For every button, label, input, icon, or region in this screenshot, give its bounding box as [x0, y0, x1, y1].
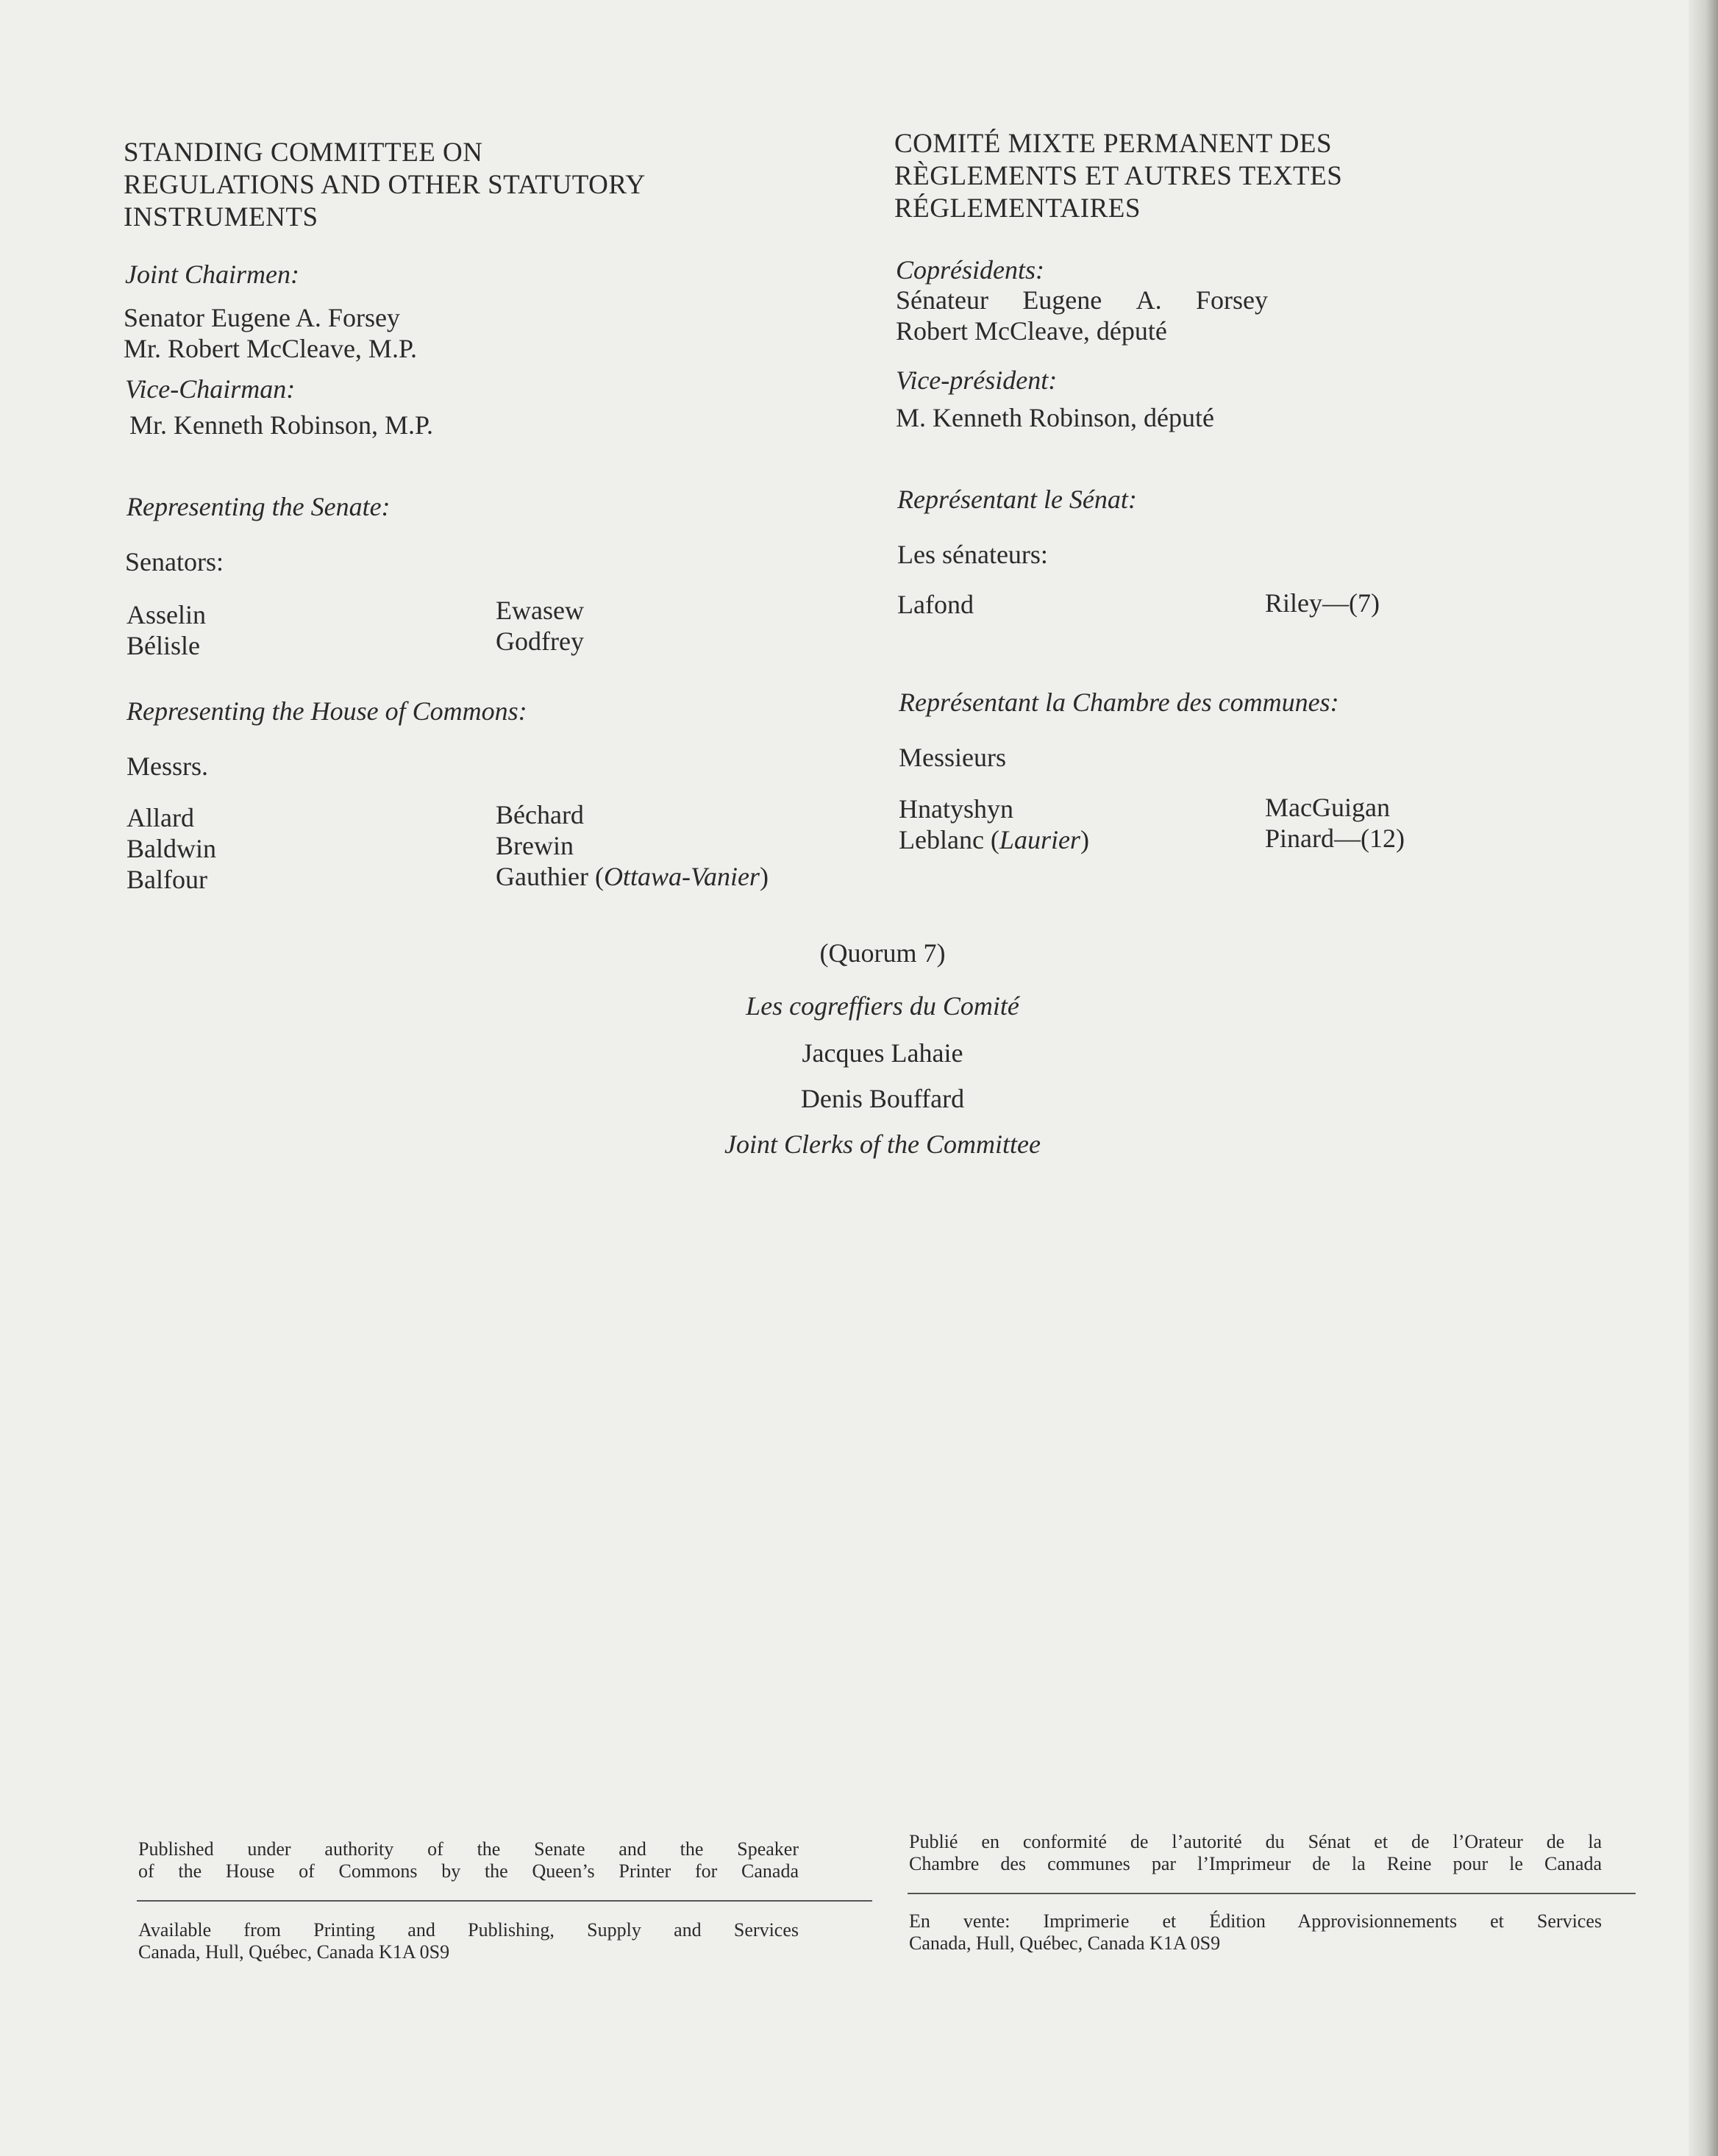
senator-belisle: Bélisle	[126, 631, 200, 660]
representant-senat-label: Représentant le Sénat:	[897, 485, 1137, 514]
member-hnatyshyn: Hnatyshyn	[899, 794, 1013, 824]
member-leblanc	[899, 824, 1089, 856]
available-en	[138, 1919, 799, 1963]
copresident-2: Robert McCleave, député	[896, 316, 1167, 346]
representant-chambre-label: Représentant la Chambre des communes:	[899, 688, 1339, 717]
member-balfour: Balfour	[126, 865, 207, 894]
member-macguigan: MacGuigan	[1265, 793, 1390, 822]
right-title-line-3: RÉGLEMENTAIRES	[894, 193, 1141, 224]
clerk-bouffard: Denis Bouffard	[800, 1084, 965, 1113]
clerk-lahaie: Jacques Lahaie	[802, 1038, 963, 1068]
member-gauthier	[496, 860, 769, 893]
senator-ewasew: Ewasew	[496, 596, 584, 625]
published-en-line-2: of the House of Commons by the Queen’s Printer for Canada	[138, 1860, 799, 1882]
page-edge-shadow	[1689, 0, 1718, 2156]
available-fr-line-2: Canada, Hull, Québec, Canada K1A 0S9	[909, 1932, 1221, 1954]
leblanc-suffix: )	[1080, 825, 1089, 854]
copresident-1-word-1: Sénateur	[896, 285, 988, 315]
vice-president-label: Vice-président:	[896, 365, 1058, 395]
gauthier-prefix: Gauthier (	[496, 862, 604, 891]
cogreffiers-label: Les cogreffiers du Comité	[746, 991, 1019, 1021]
left-title-line-2: REGULATIONS AND OTHER STATUTORY	[124, 170, 646, 200]
published-en	[138, 1838, 799, 1882]
senator-asselin: Asselin	[126, 600, 206, 629]
copresident-1-word-2: Eugene	[1022, 285, 1102, 315]
leblanc-prefix: Leblanc (	[899, 825, 999, 854]
leblanc-riding: Laurier	[999, 825, 1080, 854]
gauthier-suffix: )	[759, 862, 769, 891]
vice-chairman-label: Vice-Chairman:	[125, 374, 296, 404]
available-fr	[909, 1910, 1602, 1955]
representing-commons-label: Representing the House of Commons:	[126, 696, 527, 726]
gauthier-riding: Ottawa-Vanier	[603, 862, 760, 891]
vice-chairman: Mr. Kenneth Robinson, M.P.	[129, 410, 434, 440]
joint-chairman-1: Senator Eugene A. Forsey	[124, 303, 400, 332]
published-fr-line-1: Publié en conformité de l’autorité du Sénat et de l’Orateur de la	[909, 1831, 1602, 1852]
les-senateurs-label: Les sénateurs:	[897, 540, 1048, 569]
quorum: (Quorum 7)	[819, 938, 946, 968]
copresidents-label: Coprésidents:	[896, 255, 1044, 285]
senators-label: Senators:	[125, 547, 224, 577]
footer-rule-left	[137, 1900, 872, 1902]
messrs-label: Messrs.	[126, 752, 209, 781]
senateur-riley: Riley—(7)	[1265, 588, 1380, 618]
available-en-line-1: Available from Printing and Publishing, Supply and Services	[138, 1919, 799, 1941]
copresident-1-word-4: Forsey	[1195, 285, 1268, 315]
member-bechard: Béchard	[496, 800, 584, 829]
member-baldwin: Baldwin	[126, 834, 216, 863]
member-pinard: Pinard—(12)	[1265, 824, 1405, 853]
available-en-line-2: Canada, Hull, Québec, Canada K1A 0S9	[138, 1941, 450, 1963]
member-allard: Allard	[126, 803, 194, 832]
joint-clerks-label: Joint Clerks of the Committee	[724, 1129, 1041, 1159]
right-title-line-1: COMITÉ MIXTE PERMANENT DES	[894, 129, 1333, 159]
published-fr-line-2: Chambre des communes par l’Imprimeur de la Reine pour le Canada	[909, 1853, 1602, 1874]
vice-president: M. Kenneth Robinson, député	[896, 403, 1214, 432]
footer-rule-right	[908, 1893, 1636, 1894]
left-title-line-1: STANDING COMMITTEE ON	[124, 138, 483, 168]
copresident-1-word-3: A.	[1136, 285, 1162, 315]
published-fr	[909, 1831, 1602, 1875]
member-brewin: Brewin	[496, 831, 574, 860]
available-fr-line-1: En vente: Imprimerie et Édition Approvisionnements et Services	[909, 1910, 1602, 1932]
left-title-line-3: INSTRUMENTS	[124, 202, 318, 232]
joint-chairmen-label: Joint Chairmen:	[125, 260, 299, 289]
representing-senate-label: Representing the Senate:	[126, 492, 391, 521]
right-title-line-2: RÈGLEMENTS ET AUTRES TEXTES	[894, 161, 1343, 191]
messieurs-label: Messieurs	[899, 743, 1006, 772]
senateur-lafond: Lafond	[897, 590, 974, 619]
senator-godfrey: Godfrey	[496, 627, 584, 656]
copresident-1	[896, 284, 1268, 316]
joint-chairman-2: Mr. Robert McCleave, M.P.	[124, 334, 417, 363]
published-en-line-1: Published under authority of the Senate and the Speaker	[138, 1838, 799, 1860]
